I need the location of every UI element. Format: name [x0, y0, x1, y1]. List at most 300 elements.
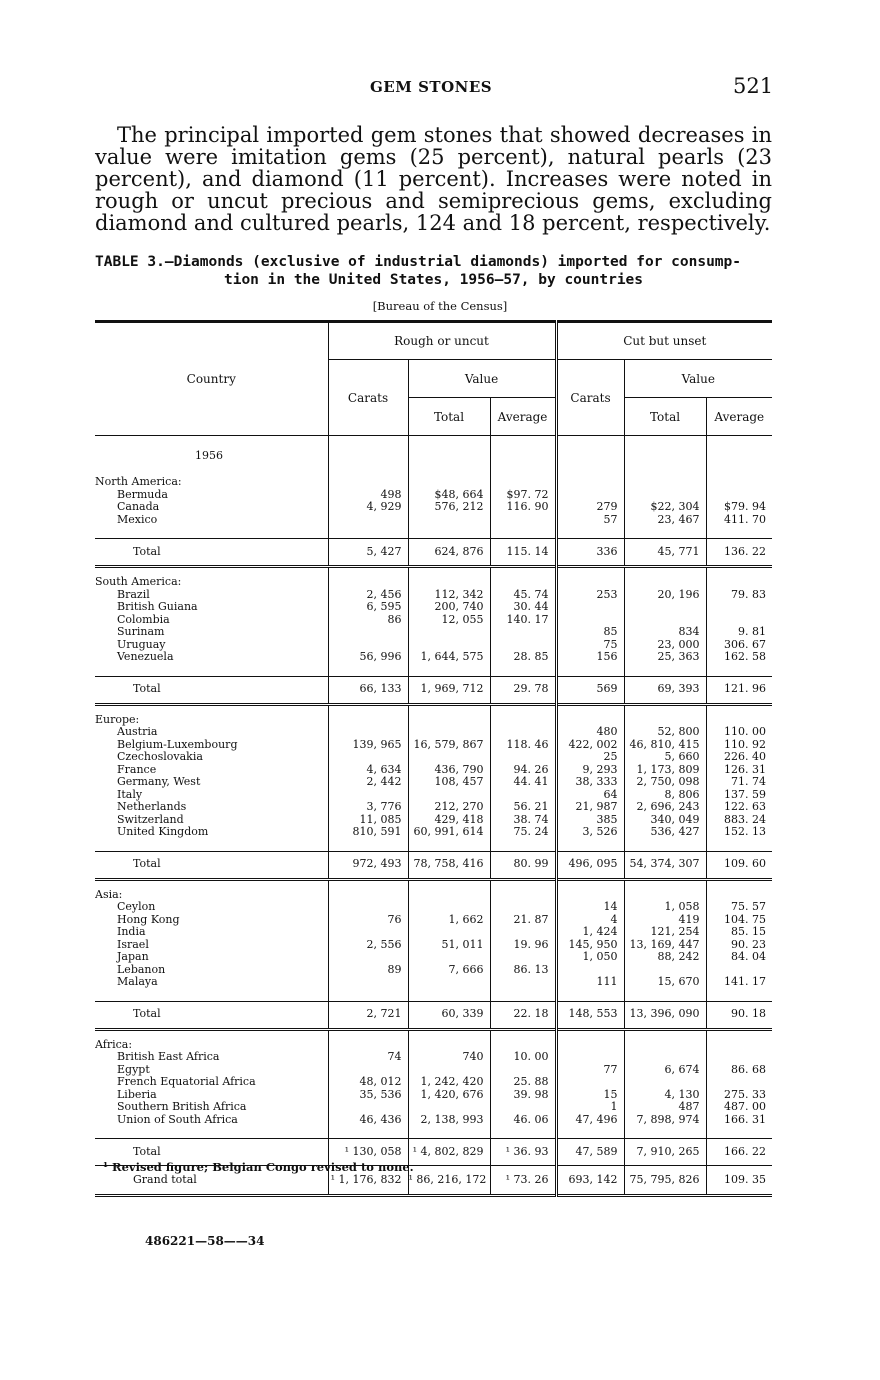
spacer-row — [95, 526, 772, 539]
value-cell: 109. 35 — [706, 1166, 772, 1196]
country-cell: Mexico — [117, 513, 158, 526]
table-row — [95, 926, 772, 939]
value-cell — [408, 751, 490, 764]
table-row — [95, 1064, 772, 1077]
value-cell: 1, 424 — [556, 926, 624, 939]
value-cell — [706, 614, 772, 627]
value-cell: 883. 24 — [706, 814, 772, 827]
value-cell: 3, 526 — [556, 826, 624, 839]
value-cell — [490, 714, 556, 727]
value-cell: 13, 169, 447 — [624, 939, 706, 952]
country-cell: Austria — [117, 726, 158, 738]
value-cell: 480 — [556, 726, 624, 739]
value-cell: 13, 396, 090 — [624, 1001, 706, 1029]
value-cell: 52, 800 — [624, 726, 706, 739]
region-row — [95, 576, 772, 589]
rough-value-header: Value — [408, 360, 556, 398]
value-cell — [328, 751, 408, 764]
value-cell: 21, 987 — [556, 801, 624, 814]
value-cell: 57 — [556, 514, 624, 527]
value-cell: 1, 969, 712 — [408, 676, 490, 704]
value-cell: 162. 58 — [706, 651, 772, 664]
value-cell — [490, 889, 556, 902]
country-cell: Total — [95, 676, 328, 704]
value-cell — [328, 514, 408, 527]
section-divider — [95, 879, 772, 889]
section-divider — [95, 567, 772, 577]
value-cell — [408, 1039, 490, 1052]
value-cell: 200, 740 — [408, 601, 490, 614]
value-cell: 15, 670 — [624, 976, 706, 989]
value-cell: 88, 242 — [624, 951, 706, 964]
value-cell — [408, 714, 490, 727]
value-cell: 86 — [328, 614, 408, 627]
value-cell: 56. 21 — [490, 801, 556, 814]
table-row — [95, 751, 772, 764]
value-cell: 108, 457 — [408, 776, 490, 789]
value-cell — [490, 476, 556, 489]
value-cell — [706, 1076, 772, 1089]
value-cell: 90. 18 — [706, 1001, 772, 1029]
value-cell — [328, 951, 408, 964]
value-cell — [556, 1051, 624, 1064]
value-cell: 45. 74 — [490, 589, 556, 602]
value-cell: 576, 212 — [408, 501, 490, 514]
value-cell: 212, 270 — [408, 801, 490, 814]
value-cell: 15 — [556, 1089, 624, 1102]
table-row — [95, 739, 772, 752]
country-cell: Colombia — [117, 613, 170, 626]
value-cell: 29. 78 — [490, 676, 556, 704]
spacer-row — [95, 664, 772, 677]
value-cell: 25, 363 — [624, 651, 706, 664]
value-cell — [624, 714, 706, 727]
value-cell: 336 — [556, 539, 624, 567]
value-cell — [624, 1051, 706, 1064]
value-cell: 810, 591 — [328, 826, 408, 839]
country-cell: French Equatorial Africa — [117, 1076, 256, 1088]
value-cell: 48, 012 — [328, 1076, 408, 1089]
country-cell: Egypt — [117, 1063, 150, 1076]
value-cell: 2, 138, 993 — [408, 1114, 490, 1127]
value-cell: 2, 442 — [328, 776, 408, 789]
value-cell — [624, 964, 706, 977]
value-cell: 75. 57 — [706, 901, 772, 914]
country-cell: Africa: — [95, 1038, 133, 1051]
value-cell: ¹ 4, 802, 829 — [408, 1139, 490, 1166]
value-cell: 118. 46 — [490, 739, 556, 752]
value-cell: 16, 579, 867 — [408, 739, 490, 752]
value-cell: 253 — [556, 589, 624, 602]
value-cell: 9, 293 — [556, 764, 624, 777]
value-cell: 156 — [556, 651, 624, 664]
cut-total-header: Total — [624, 398, 706, 436]
value-cell: 2, 456 — [328, 589, 408, 602]
value-cell: 35, 536 — [328, 1089, 408, 1102]
value-cell: 54, 374, 307 — [624, 851, 706, 879]
value-cell: 64 — [556, 789, 624, 802]
value-cell: 429, 418 — [408, 814, 490, 827]
value-cell: $79. 94 — [706, 501, 772, 514]
total-row — [95, 539, 772, 567]
table-footnote: ¹ Revised figure; Belgian Congo revised to none. — [103, 1160, 414, 1174]
value-cell: 116. 90 — [490, 501, 556, 514]
value-cell: 569 — [556, 676, 624, 704]
value-cell — [328, 901, 408, 914]
value-cell: 419 — [624, 914, 706, 927]
value-cell: 4, 130 — [624, 1089, 706, 1102]
value-cell: 86. 13 — [490, 964, 556, 977]
value-cell: ¹ 1, 176, 832 — [328, 1166, 408, 1196]
value-cell: 436, 790 — [408, 764, 490, 777]
value-cell: ¹ 36. 93 — [490, 1139, 556, 1166]
value-cell — [556, 1076, 624, 1089]
value-cell — [408, 951, 490, 964]
value-cell — [328, 476, 408, 489]
table-row — [95, 901, 772, 914]
value-cell — [328, 626, 408, 639]
value-cell: 2, 721 — [328, 1001, 408, 1029]
total-row — [95, 676, 772, 704]
value-cell: 46. 06 — [490, 1114, 556, 1127]
value-cell: 12, 055 — [408, 614, 490, 627]
value-cell: 693, 142 — [556, 1166, 624, 1196]
page-number: 521 — [733, 74, 774, 98]
table-row — [95, 776, 772, 789]
value-cell: 166. 22 — [706, 1139, 772, 1166]
value-cell: 487 — [624, 1101, 706, 1114]
country-cell: India — [117, 926, 146, 938]
table-row — [95, 501, 772, 514]
spacer-row — [95, 989, 772, 1002]
value-cell: 112, 342 — [408, 589, 490, 602]
value-cell: 30. 44 — [490, 601, 556, 614]
value-cell — [706, 964, 772, 977]
cut-carats-header: Carats — [556, 360, 624, 436]
value-cell: 86. 68 — [706, 1064, 772, 1077]
value-cell: 85. 15 — [706, 926, 772, 939]
country-cell: Europe: — [95, 713, 140, 726]
value-cell: 126. 31 — [706, 764, 772, 777]
country-cell: Liberia — [117, 1088, 157, 1101]
value-cell: 136. 22 — [706, 539, 772, 567]
value-cell: 972, 493 — [328, 851, 408, 879]
value-cell: 121. 96 — [706, 676, 772, 704]
value-cell: 226. 40 — [706, 751, 772, 764]
value-cell: 1, 242, 420 — [408, 1076, 490, 1089]
value-cell — [624, 1039, 706, 1052]
table-row — [95, 976, 772, 989]
country-cell: Lebanon — [117, 963, 166, 976]
country-cell: Japan — [117, 951, 149, 963]
value-cell — [408, 789, 490, 802]
value-cell — [408, 476, 490, 489]
table-row — [95, 951, 772, 964]
value-cell: 45, 771 — [624, 539, 706, 567]
value-cell: 122. 63 — [706, 801, 772, 814]
value-cell: 19. 96 — [490, 939, 556, 952]
country-cell: Total — [95, 1139, 328, 1166]
table-row — [95, 489, 772, 502]
value-cell: 1, 058 — [624, 901, 706, 914]
country-cell: North America: — [95, 476, 182, 488]
value-cell: 71. 74 — [706, 776, 772, 789]
country-cell: Malaya — [117, 976, 158, 988]
value-cell: 75 — [556, 639, 624, 652]
value-cell: 148, 553 — [556, 1001, 624, 1029]
country-cell: Venezuela — [117, 651, 174, 663]
value-cell: 834 — [624, 626, 706, 639]
country-cell: South America: — [95, 576, 182, 588]
value-cell — [490, 576, 556, 589]
value-cell — [706, 601, 772, 614]
value-cell — [556, 1039, 624, 1052]
value-cell: 94. 26 — [490, 764, 556, 777]
country-cell: Czechoslovakia — [117, 751, 203, 763]
value-cell: 8, 806 — [624, 789, 706, 802]
value-cell: 21. 87 — [490, 914, 556, 927]
total-row — [95, 851, 772, 879]
value-cell — [490, 976, 556, 989]
value-cell — [408, 626, 490, 639]
value-cell — [490, 789, 556, 802]
table-title — [95, 253, 772, 289]
value-cell: 77 — [556, 1064, 624, 1077]
rough-average-header: Average — [490, 398, 556, 436]
value-cell — [328, 789, 408, 802]
value-cell — [408, 889, 490, 902]
value-cell: 1, 173, 809 — [624, 764, 706, 777]
value-cell — [706, 1051, 772, 1064]
value-cell: 75, 795, 826 — [624, 1166, 706, 1196]
table-row — [95, 801, 772, 814]
value-cell: 7, 898, 974 — [624, 1114, 706, 1127]
value-cell: 46, 436 — [328, 1114, 408, 1127]
value-cell: 145, 950 — [556, 939, 624, 952]
country-cell: Ceylon — [117, 901, 156, 913]
value-cell — [408, 726, 490, 739]
country-cell: Southern British Africa — [117, 1101, 247, 1113]
value-cell: 110. 00 — [706, 726, 772, 739]
value-cell — [556, 964, 624, 977]
value-cell — [328, 1101, 408, 1114]
value-cell: 23, 000 — [624, 639, 706, 652]
value-cell — [490, 901, 556, 914]
value-cell: 1, 050 — [556, 951, 624, 964]
value-cell: 60, 991, 614 — [408, 826, 490, 839]
intro-paragraph: The principal imported gem stones that showed decreases in value were imitation gems (25 percent), natural pearls (23 percent), and diamond (11 percent). Increases were noted in rough or uncut precious and semiprecious gems, excluding diamond and cultured pearls, 124 and 18 percent, respectively. — [95, 123, 772, 235]
value-cell: 110. 92 — [706, 739, 772, 752]
value-cell — [328, 639, 408, 652]
value-cell: 6, 595 — [328, 601, 408, 614]
value-cell: 140. 17 — [490, 614, 556, 627]
country-cell: Uruguay — [117, 638, 166, 651]
spacer-row — [95, 839, 772, 852]
value-cell — [490, 626, 556, 639]
region-row — [95, 476, 772, 489]
value-cell — [624, 1076, 706, 1089]
table-row — [95, 764, 772, 777]
table-row — [95, 1114, 772, 1127]
value-cell: 56, 996 — [328, 651, 408, 664]
value-cell: 3, 776 — [328, 801, 408, 814]
value-cell: 51, 011 — [408, 939, 490, 952]
value-cell: 306. 67 — [706, 639, 772, 652]
value-cell — [706, 476, 772, 489]
value-cell — [408, 1064, 490, 1077]
value-cell: ¹ 130, 058 — [328, 1139, 408, 1166]
table-row — [95, 1076, 772, 1089]
table-row — [95, 814, 772, 827]
value-cell: 47, 496 — [556, 1114, 624, 1127]
table-source: [Bureau of the Census] — [372, 299, 508, 313]
value-cell: 20, 196 — [624, 589, 706, 602]
country-cell: Total — [95, 851, 328, 879]
value-cell: 4 — [556, 914, 624, 927]
table-row — [95, 826, 772, 839]
value-cell: 46, 810, 415 — [624, 739, 706, 752]
country-cell: France — [117, 763, 157, 776]
value-cell — [556, 889, 624, 902]
value-cell — [556, 476, 624, 489]
country-cell: Switzerland — [117, 813, 184, 826]
diamond-imports-table — [95, 320, 772, 1197]
value-cell — [556, 601, 624, 614]
value-cell — [490, 751, 556, 764]
rough-carats-header: Carats — [328, 360, 408, 436]
value-cell — [490, 951, 556, 964]
value-cell — [328, 1064, 408, 1077]
value-cell: $22, 304 — [624, 501, 706, 514]
value-cell: 5, 660 — [624, 751, 706, 764]
country-cell: Total — [95, 539, 328, 567]
value-cell — [490, 926, 556, 939]
value-cell: 28. 85 — [490, 651, 556, 664]
country-cell: Hong Kong — [117, 913, 180, 926]
table-row — [95, 601, 772, 614]
value-cell: 2, 556 — [328, 939, 408, 952]
value-cell: 141. 17 — [706, 976, 772, 989]
value-cell — [490, 726, 556, 739]
value-cell — [328, 889, 408, 902]
value-cell: 740 — [408, 1051, 490, 1064]
rough-header: Rough or uncut — [328, 322, 556, 360]
value-cell — [624, 614, 706, 627]
value-cell: 1, 644, 575 — [408, 651, 490, 664]
value-cell: ¹ 86, 216, 172 — [408, 1166, 490, 1196]
value-cell: 7, 666 — [408, 964, 490, 977]
section-divider — [95, 1029, 772, 1039]
section-divider — [95, 704, 772, 714]
cut-value-header: Value — [624, 360, 772, 398]
spacer-row — [95, 1126, 772, 1139]
value-cell — [408, 1101, 490, 1114]
value-cell: 66, 133 — [328, 676, 408, 704]
value-cell: 60, 339 — [408, 1001, 490, 1029]
value-cell: 85 — [556, 626, 624, 639]
year-label: 1956 — [195, 448, 223, 462]
country-cell: Belgium-Luxembourg — [117, 738, 238, 751]
value-cell: 79. 83 — [706, 589, 772, 602]
country-cell: Netherlands — [117, 801, 187, 813]
value-cell: 536, 427 — [624, 826, 706, 839]
value-cell: 38, 333 — [556, 776, 624, 789]
value-cell — [408, 639, 490, 652]
value-cell: 78, 758, 416 — [408, 851, 490, 879]
value-cell: 90. 23 — [706, 939, 772, 952]
value-cell: 152. 13 — [706, 826, 772, 839]
value-cell — [624, 489, 706, 502]
value-cell: 2, 696, 243 — [624, 801, 706, 814]
value-cell: 121, 254 — [624, 926, 706, 939]
value-cell — [328, 576, 408, 589]
value-cell: 4, 929 — [328, 501, 408, 514]
table-row — [95, 964, 772, 977]
rough-total-header: Total — [408, 398, 490, 436]
value-cell — [490, 639, 556, 652]
value-cell — [624, 576, 706, 589]
value-cell: $97. 72 — [490, 489, 556, 502]
value-cell: 47, 589 — [556, 1139, 624, 1166]
table-row — [95, 726, 772, 739]
value-cell: 104. 75 — [706, 914, 772, 927]
value-cell — [556, 714, 624, 727]
value-cell: 487. 00 — [706, 1101, 772, 1114]
value-cell: 496, 095 — [556, 851, 624, 879]
value-cell: 4, 634 — [328, 764, 408, 777]
running-title: GEM STONES — [370, 78, 493, 96]
value-cell — [556, 576, 624, 589]
value-cell: 25. 88 — [490, 1076, 556, 1089]
value-cell: 74 — [328, 1051, 408, 1064]
country-cell: United Kingdom — [117, 826, 209, 838]
value-cell: 422, 002 — [556, 739, 624, 752]
table-title-line-1: TABLE 3.—Diamonds (exclusive of industrial diamonds) imported for consump- — [95, 254, 742, 270]
value-cell: 23, 467 — [624, 514, 706, 527]
country-cell: British Guiana — [117, 601, 198, 613]
value-cell: 5, 427 — [328, 539, 408, 567]
value-cell — [490, 1101, 556, 1114]
value-cell — [490, 514, 556, 527]
cut-header: Cut but unset — [556, 322, 772, 360]
country-cell: Italy — [117, 788, 143, 801]
country-cell: Germany, West — [117, 776, 201, 788]
table-row — [95, 1101, 772, 1114]
value-cell: 69, 393 — [624, 676, 706, 704]
value-cell: 1 — [556, 1101, 624, 1114]
country-header: Country — [95, 322, 328, 436]
value-cell — [328, 714, 408, 727]
value-cell — [328, 726, 408, 739]
value-cell — [408, 926, 490, 939]
country-cell: Total — [95, 1001, 328, 1029]
value-cell: 75. 24 — [490, 826, 556, 839]
value-cell: 76 — [328, 914, 408, 927]
country-cell: Surinam — [117, 626, 165, 638]
value-cell: 14 — [556, 901, 624, 914]
value-cell: ¹ 73. 26 — [490, 1166, 556, 1196]
value-cell: 22. 18 — [490, 1001, 556, 1029]
table-row — [95, 626, 772, 639]
total-row — [95, 1001, 772, 1029]
table-row — [95, 939, 772, 952]
value-cell — [408, 901, 490, 914]
value-cell: 6, 674 — [624, 1064, 706, 1077]
country-cell: Bermuda — [117, 488, 168, 501]
value-cell: $48, 664 — [408, 489, 490, 502]
cut-average-header: Average — [706, 398, 772, 436]
table-title-line-2: tion in the United States, 1956–57, by countries — [223, 272, 644, 288]
